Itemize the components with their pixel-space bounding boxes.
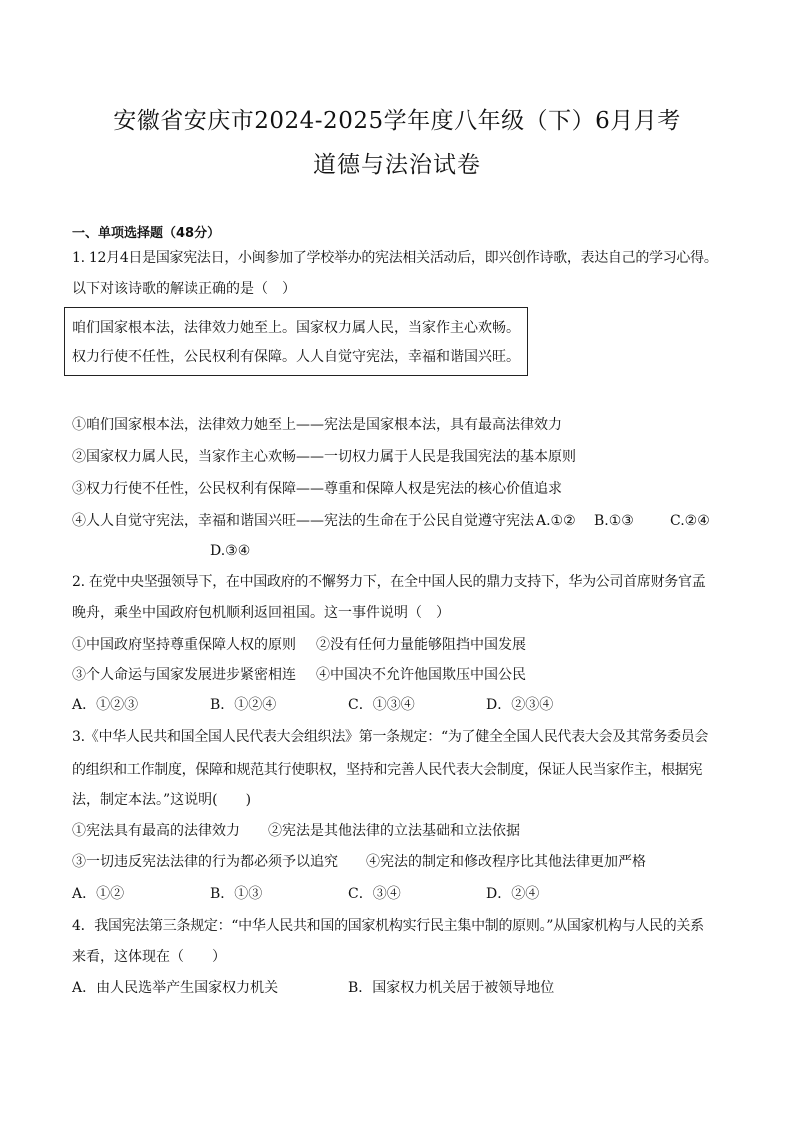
q1-option-b: B.①③ — [594, 513, 634, 529]
q2-statement-3: ③个人命运与国家发展进步紧密相连 — [72, 667, 296, 683]
q1-stem-line1: 1. 12月4日是国家宪法日，小闽参加了学校举办的宪法相关活动后，即兴创作诗歌，表达自己的学习心得。 — [72, 250, 718, 266]
q2-option-a: A．①②③ — [72, 697, 139, 713]
poem-line: 权力行使不任性，公民权利有保障。人人自觉守宪法，幸福和谐国兴旺。 — [72, 349, 520, 365]
poem-line: 咱们国家根本法，法律效力她至上。国家权力属人民，当家作主心欢畅。 — [72, 320, 520, 336]
q2-statement-2: ②没有任何力量能够阻挡中国发展 — [316, 637, 526, 653]
q2-statement-1: ①中国政府坚持尊重保障人权的原则 — [72, 637, 296, 653]
q1-option-c: C.②④ — [670, 513, 710, 529]
poem-box — [64, 307, 528, 376]
q1-statement-2: ②国家权力属人民，当家作主心欢畅——一切权力属于人民是我国宪法的基本原则 — [72, 449, 576, 465]
q2-option-d: D．②③④ — [486, 697, 554, 713]
q4-option-b: B．国家权力机关居于被领导地位 — [348, 980, 555, 996]
q1-stem-line2: 以下对该诗歌的解读正确的是（ ） — [72, 281, 296, 297]
q3-option-d: D．②④ — [486, 886, 540, 902]
q2-statement-4: ④中国决不允许他国欺压中国公民 — [316, 667, 526, 683]
q1-statement-4: ④人人自觉守宪法，幸福和谐国兴旺——宪法的生命在于公民自觉遵守宪法 — [72, 513, 534, 529]
q3-stem-line1: 3.《中华人民共和国全国人民代表大会组织法》第一条规定：“为了健全全国人民代表大会及其常务委员会 — [72, 729, 709, 745]
exam-subtitle: 道德与法治试卷 — [313, 152, 481, 178]
q2-stem-line1: 2. 在党中央坚强领导下，在中国政府的不懈努力下，在全中国人民的鼎力支持下，华为公司首席财务官孟 — [72, 574, 706, 590]
q3-option-a: A．①② — [72, 886, 125, 902]
q3-statement-1: ①宪法具有最高的法律效力 — [72, 823, 240, 839]
q2-stem-line2: 晚舟，乘坐中国政府包机顺利返回祖国。这一事件说明（ ） — [72, 605, 450, 621]
q4-stem-line2: 来看，这体现在（ ） — [72, 949, 226, 965]
exam-title: 安徽省安庆市2024-2025学年度八年级（下）6月月考 — [113, 108, 681, 134]
q2-option-b: B．①②④ — [210, 697, 277, 713]
q1-statement-3: ③权力行使不任性，公民权利有保障——尊重和保障人权是宪法的核心价值追求 — [72, 481, 562, 497]
q3-option-c: C．③④ — [348, 886, 401, 902]
q3-statement-3: ③一切违反宪法法律的行为都必须予以追究 — [72, 854, 338, 870]
q2-option-c: C．①③④ — [348, 697, 415, 713]
q3-option-b: B．①③ — [210, 886, 263, 902]
q3-stem-line3: 法，制定本法。”这说明( ) — [72, 792, 252, 808]
q4-stem-line1: 4．我国宪法第三条规定：“中华人民共和国的国家机构实行民主集中制的原则。”从国家机构与人民的关系 — [72, 918, 704, 934]
q3-statement-2: ②宪法是其他法律的立法基础和立法依据 — [268, 823, 520, 839]
q1-option-a: A.①② — [536, 513, 576, 529]
section-heading: 一、单项选择题（48分） — [72, 226, 221, 241]
q3-statement-4: ④宪法的制定和修改程序比其他法律更加严格 — [366, 854, 646, 870]
q4-option-a: A．由人民选举产生国家权力机关 — [72, 980, 279, 996]
q1-option-d: D.③④ — [210, 543, 251, 559]
q1-statement-1: ①咱们国家根本法，法律效力她至上——宪法是国家根本法，具有最高法律效力 — [72, 417, 562, 433]
q3-stem-line2: 的组织和工作制度，保障和规范其行使职权，坚持和完善人民代表大会制度，保证人民当家作主，根据宪 — [72, 762, 703, 778]
